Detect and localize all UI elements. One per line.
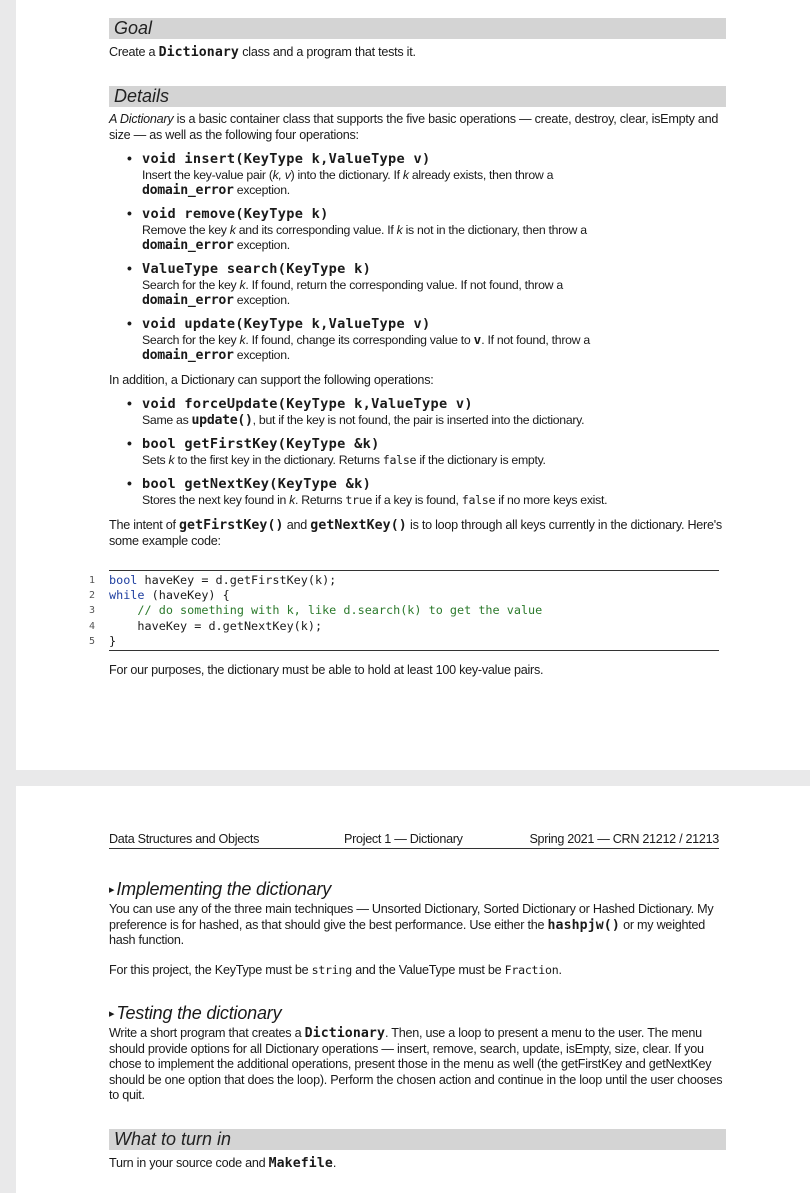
extra-operations-list [127, 396, 726, 508]
testing-section [109, 1003, 726, 1104]
running-header [109, 832, 719, 849]
turnin-section [109, 1129, 726, 1172]
code-line: 1 bool haveKey = d.getFirstKey(k); [88, 573, 337, 587]
op-search: • ValueType search(KeyType k) Search for the key k. If found, return the corresponding value. If not found, throw a domain_error exception. [127, 261, 726, 308]
details-intro: A Dictionary is a basic container class that supports the five basic operations — create, destroy, clear, isEmpty and size — as well as the following four operations: [109, 112, 719, 142]
intent-text: The intent of getFirstKey() and getNextKey() is to loop through all keys currently in the dictionary. Here's some example code: [109, 518, 722, 548]
implementing-section [109, 879, 726, 978]
types-text: For this project, the KeyType must be string and the ValueType must be Fraction. [109, 962, 562, 977]
header-project: Project 1 — Dictionary [344, 832, 463, 846]
testing-heading: ▸ Testing the dictionary [109, 1003, 282, 1023]
op-update: • void update(KeyType k,ValueType v) Search for the key k. If found, change its corresponding value to v. If not found, throw a domain_error exception. [127, 316, 726, 363]
page-2 [16, 786, 810, 1193]
code-line: 4 haveKey = d.getNextKey(k); [88, 618, 323, 633]
purposes-text: For our purposes, the dictionary must be able to hold at least 100 key-value pairs. [109, 663, 544, 677]
op-get-first-key: • bool getFirstKey(KeyType &k) Sets k to the first key in the dictionary. Returns false if the dictionary is empty. [127, 436, 726, 468]
triangle-icon: ▸ [109, 1008, 115, 1020]
addition-text: In addition, a Dictionary can support the following operations: [109, 373, 434, 387]
goal-text: Create a Dictionary class and a program that tests it. [109, 45, 416, 60]
goal-heading: Goal [109, 18, 726, 39]
op-remove: • void remove(KeyType k) Remove the key k and its corresponding value. If k is not in the dictionary, then throw a domain_error exception. [127, 206, 726, 253]
testing-text: Write a short program that creates a Dictionary. Then, use a loop to present a menu to the user. The menu should provide options for all Dictionary operations — insert, remove, search, update, isEmpty, size, clear. If you chose to implement the additional operations, present those in the menu as well (the getFirstKey and getNextKey should be one option that does the loop). Perform the chosen action and continue in the loop until the user chooses to quit. [109, 1026, 723, 1102]
op-get-next-key: • bool getNextKey(KeyType &k) Stores the next key found in k. Returns true if a key is found, false if no more keys exist. [127, 476, 726, 508]
details-heading: Details [109, 86, 726, 107]
header-term: Spring 2021 — CRN 21212 / 21213 [529, 832, 719, 846]
header-course: Data Structures and Objects [109, 832, 260, 846]
goal-section [109, 18, 726, 61]
turnin-text: Turn in your source code and Makefile. [109, 1156, 337, 1171]
op-insert: • void insert(KeyType k,ValueType v) Insert the key-value pair (k, v) into the dictionary. If k already exists, then throw a domain_error exception. [127, 151, 726, 198]
page-1 [16, 0, 810, 770]
implementing-text: You can use any of the three main techniques — Unsorted Dictionary, Sorted Dictionary or Hashed Dictionary. My preference is for hashed, as that should give the best performance. Use either the hashpjw() or my weighted hash function. [109, 902, 714, 947]
implementing-heading: ▸ Implementing the dictionary [109, 879, 332, 899]
details-section [109, 86, 726, 549]
code-line: 3 // do something with k, like d.search(k) to get the value [88, 603, 543, 618]
core-operations-list [127, 151, 726, 363]
turnin-heading: What to turn in [109, 1129, 726, 1150]
code-line: 2 while (haveKey) { [88, 588, 230, 603]
op-force-update: • void forceUpdate(KeyType k,ValueType v) Same as update(), but if the key is not found, the pair is inserted into the dictionary. [127, 396, 726, 429]
example-code-block [88, 570, 719, 651]
triangle-icon: ▸ [109, 884, 115, 896]
code-line: 5 } [88, 633, 117, 648]
